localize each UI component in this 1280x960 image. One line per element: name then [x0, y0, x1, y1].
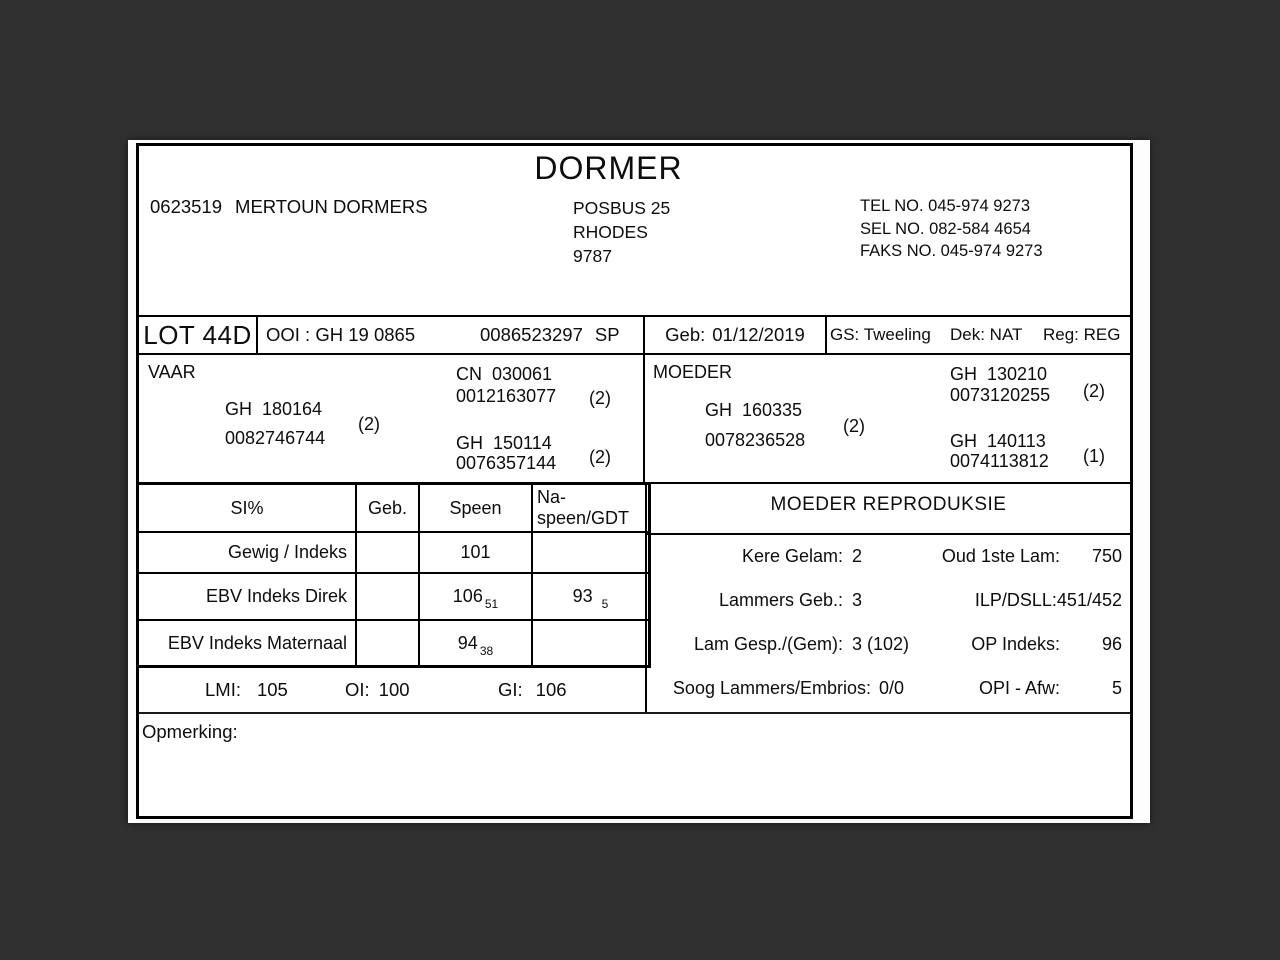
sire-note: (2): [358, 414, 380, 434]
pedigree-section: [139, 355, 1130, 482]
col-header-speen: Speen: [420, 485, 533, 533]
dam-reproduction-panel: [645, 482, 1130, 712]
birth-date: 01/12/2019: [712, 324, 805, 345]
contact-block: [860, 195, 1043, 263]
repro-row-3: [647, 623, 1130, 667]
opi-afw-label: OPI - Afw:: [978, 677, 1060, 698]
sire-reg: 0082746744: [225, 428, 326, 448]
address-line: 9787: [573, 246, 612, 266]
pedigree-card: [136, 143, 1133, 819]
mating-type: Dek: NAT: [950, 325, 1023, 344]
ilp-dsll-value: 451/452: [1056, 590, 1122, 611]
cell-maternaal-naspeen: [533, 621, 648, 665]
address-line: RHODES: [573, 222, 648, 242]
cell-number: SEL NO. 082-584 4654: [860, 219, 1031, 238]
oi-value: 100: [378, 679, 410, 700]
cell-gewig-naspeen: [533, 533, 648, 574]
dam-reproduction-title: MOEDER REPRODUKSIE: [647, 484, 1130, 535]
breed-title: [139, 150, 1130, 187]
sire-granddam-reg: 0076357144: [456, 453, 557, 473]
repro-row-2: [647, 579, 1130, 623]
direk-naspeen-value: 93: [572, 586, 593, 606]
cell-gewig-speen: 101: [420, 533, 533, 574]
sire-panel: [139, 355, 645, 482]
birth-status: GS: Tweeling: [830, 325, 931, 344]
maternaal-speen-value: 94: [457, 632, 478, 653]
fax-number: FAKS NO. 045-974 9273: [860, 242, 1043, 260]
cell-direk-naspeen: [533, 574, 648, 621]
gi-label: GI:: [498, 679, 523, 700]
ewe-registration: [480, 324, 620, 346]
summary-indices-row: [139, 668, 648, 712]
repro-row-4: [647, 666, 1130, 710]
status-cell: [827, 317, 1130, 353]
oud-1ste-lam-value: 750: [1091, 546, 1122, 567]
lot-row: [139, 315, 1130, 355]
row-label-ebv-maternaal: EBV Indeks Maternaal: [139, 621, 357, 665]
breeder-line: [150, 196, 428, 218]
breeder-name: MERTOUN DORMERS: [235, 196, 428, 217]
row-label-gewig-indeks: Gewig / Indeks: [139, 533, 357, 574]
dam-heading: MOEDER: [653, 362, 733, 382]
remarks-label: Opmerking:: [142, 721, 238, 742]
cell-maternaal-speen: [420, 621, 533, 665]
sire-granddam-id: GH 150114: [456, 433, 552, 453]
card-header: [139, 146, 1130, 315]
soog-lammers-label: Soog Lammers/Embrios:: [672, 677, 871, 698]
col-header-si: SI%: [139, 485, 357, 533]
scanned-document-page: [128, 140, 1150, 823]
dam-reproduction-rows: [647, 535, 1130, 710]
remarks-section: [139, 712, 1130, 816]
animal-id-cell: [258, 317, 645, 353]
dam-grandsire-note: (2): [1083, 381, 1105, 401]
sire-grandsire-note: (2): [589, 388, 611, 408]
maternaal-speen-accuracy: 38: [479, 643, 494, 658]
cell-maternaal-geb: [357, 621, 420, 665]
cell-direk-geb: [357, 574, 420, 621]
lmi-index: [205, 668, 288, 712]
ewe-id: OOI : GH 19 0865: [266, 324, 416, 345]
sire-granddam-note: (2): [589, 447, 611, 467]
col-header-naspeen: Na- speen/GDT: [533, 485, 648, 533]
lot-number: LOT 44D: [139, 317, 258, 353]
oud-1ste-lam-label: Oud 1ste Lam:: [941, 546, 1060, 567]
postal-address: [573, 196, 670, 268]
birth-date-cell: [645, 317, 827, 353]
breed-title-text: DORMER: [534, 150, 683, 186]
col-header-geb: Geb.: [357, 485, 420, 533]
address-line: POSBUS 25: [573, 198, 671, 218]
dam-granddam-reg: 0074113812: [950, 451, 1049, 471]
lmi-value: 105: [256, 679, 288, 700]
ewe-reg-number: 0086523297: [480, 324, 583, 345]
tel-number: TEL NO. 045-974 9273: [860, 197, 1030, 215]
lmi-label: LMI:: [205, 679, 241, 700]
dam-note: (2): [843, 416, 865, 436]
sire-grandsire-id: CN 030061: [456, 364, 553, 384]
lammers-geb-value: 3: [852, 590, 863, 611]
ilp-dsll-label: ILP/DSLL:: [974, 590, 1057, 611]
sire-id: GH 180164: [225, 399, 323, 419]
sire-grandsire-reg: 0012163077: [456, 386, 557, 406]
direk-naspeen-accuracy: 5: [601, 597, 609, 611]
birth-label: Geb:: [665, 324, 706, 345]
soog-lammers-value: 0/0: [879, 677, 905, 698]
registration-status: Reg: REG: [1043, 325, 1121, 344]
cell-gewig-geb: [357, 533, 420, 574]
dam-grandsire-reg: 0073120255: [950, 385, 1051, 405]
kere-gelam-value: 2: [852, 546, 863, 567]
dam-granddam-id: GH 140113: [950, 431, 1046, 451]
dam-id: GH 160335: [705, 400, 803, 420]
direk-speen-value: 106: [452, 586, 483, 606]
gi-value: 106: [535, 679, 567, 700]
op-indeks-value: 96: [1101, 633, 1122, 654]
breeder-id: 0623519: [150, 196, 223, 217]
dam-grandsire-id: GH 130210: [950, 364, 1048, 384]
ewe-flag: SP: [594, 324, 620, 345]
gi-index: [498, 668, 567, 712]
lam-gesp-label: Lam Gesp./(Gem):: [693, 633, 843, 654]
cell-direk-speen: [420, 574, 533, 621]
direk-speen-accuracy: 51: [484, 597, 499, 611]
op-indeks-label: OP Indeks:: [971, 633, 1060, 654]
oi-label: OI:: [345, 679, 370, 700]
kere-gelam-label: Kere Gelam:: [741, 546, 843, 567]
sire-heading: VAAR: [148, 362, 196, 382]
oi-index: [345, 668, 410, 712]
dam-granddam-note: (1): [1083, 446, 1105, 466]
repro-row-1: [647, 535, 1130, 579]
row-label-ebv-direk: EBV Indeks Direk: [139, 574, 357, 621]
dam-panel: [645, 355, 1130, 482]
lam-gesp-value: 3 (102): [852, 633, 910, 654]
dam-reg: 0078236528: [705, 430, 806, 450]
opi-afw-value: 5: [1111, 677, 1122, 698]
lammers-geb-label: Lammers Geb.:: [718, 590, 843, 611]
si-index-table: [136, 482, 651, 668]
